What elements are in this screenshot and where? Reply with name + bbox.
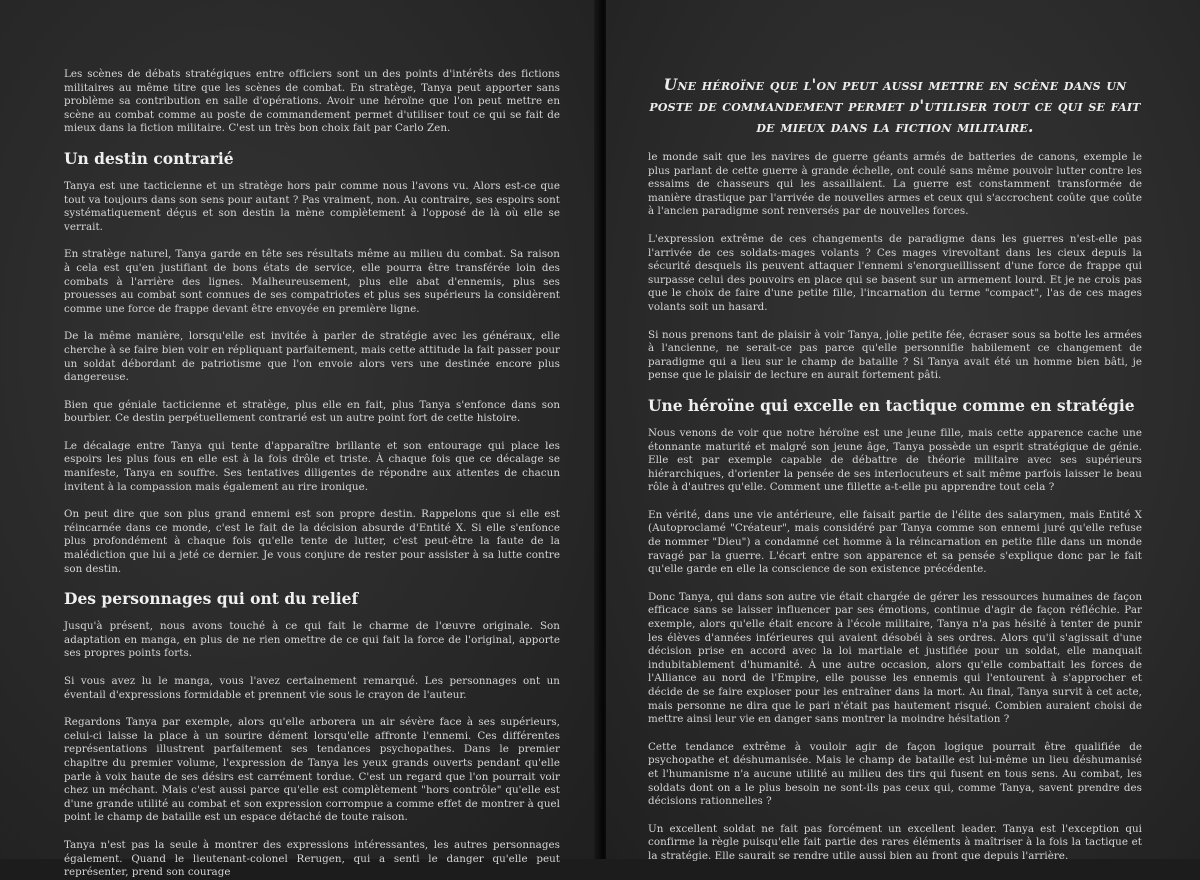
paragraph: Si nous prenons tant de plaisir à voir Tanya, jolie petite fée, écraser sous sa botte les armées à l'ancienne, ne serait-ce pas parce qu'elle personnifie habilement ce changement de paradigme qui a lieu sur le champ de bataille ? Si Tanya avait été un homme bien bâti, je pense que le plaisir de lecture en aurait fortement pâti. — [648, 328, 1142, 382]
paragraph: Regardons Tanya par exemple, alors qu'elle arborera un air sévère face à ses supérieurs, celui-ci laisse la place à un sourire dément lorsqu'elle affronte l'ennemi. Ces différentes représentations illustrent parfaitement ses tendances psychopathes. Dans le premier chapitre du premier volume, l'expression de Tanya les yeux grands ouverts pendant qu'elle parle à voix haute de ses désirs est carrément tordue. C'est un regard que l'on pourrait voir chez un méchant. Mais c'est aussi parce qu'elle est complètement "hors contrôle" qu'elle est d'une grande utilité au combat et son expression corrompue a comme effet de montrer à quel point le champ de bataille est un espace détaché de toute raison. — [64, 716, 560, 824]
paragraph: Si vous avez lu le manga, vous l'avez certainement remarqué. Les personnages ont un éventail d'expressions formidable et prennent vie sous le crayon de l'auteur. — [64, 675, 560, 701]
section-heading-destin: Un destin contrarié — [64, 148, 234, 168]
paragraph: Donc Tanya, qui dans son autre vie était chargée de gérer les ressources humaines de façon efficace sans se laisser influencer par ses émotions, continue d'agir de façon réfléchie. Par exemple, alors qu'elle était encore à l'école militaire, Tanya n'a pas hésité à tenter de punir les élèves d'années inférieures qui avaient désobéi à ses ordres. Alors qu'il s'agissait d'une décision prise en accord avec la loi martiale et justifiée pour un soldat, elle manquait indubitablement d'humanité. À une autre occasion, alors qu'elle combattait les forces de l'Alliance au nord de l'Empire, elle pousse les ennemis qui l'entourent à s'approcher et décide de se faire exploser pour les entraîner dans la mort. Au final, Tanya survit à cet acte, mais personne ne dira que le pari n'était pas hautement risqué. Combien auraient choisi de mettre ainsi leur vie en danger sans montrer la moindre hésitation ? — [648, 590, 1142, 726]
paragraph: En vérité, dans une vie antérieure, elle faisait partie de l'élite des salarymen, mais Entité X (Autoproclamé "Créateur", mais considéré par Tanya comme son ennemi juré qu'elle refuse de nommer "Dieu") a condamné cet homme à la réincarnation en petite fille dans un monde ravagé par la guerre. L'écart entre son apparence et sa pensée s'explique donc par le fait qu'elle garde en elle la conscience de son existence précédente. — [648, 508, 1142, 576]
paragraph: Tanya est une tacticienne et un stratège hors pair comme nous l'avons vu. Alors est-ce que tout va toujours dans son sens pour autant ? Pas vraiment, non. Au contraire, ses espoirs sont systématiquement déçus et son destin la mène complètement à l'opposé de là où elle se verrait. — [64, 179, 560, 233]
left-page — [0, 0, 600, 879]
paragraph: En stratège naturel, Tanya garde en tête ses résultats même au milieu du combat. Sa raison à cela est qu'en justifiant de bons états de service, elle pourra être transférée loin des combats à l'arrière des lignes. Malheureusement, plus elle abat d'ennemis, plus ses prouesses au combat sont connues de ses compatriotes et plus ses supérieurs la considèrent comme une force de frappe devant être envoyée en première ligne. — [64, 248, 560, 315]
paragraph: L'expression extrême de ces changements de paradigme dans les guerres n'est-elle pas l'arrivée de ces soldats-mages volants ? Ces mages virevoltant dans les cieux depuis la sécurité desquels ils peuvent attaquer l'ennemi s'enorgueillissent d'une force de frappe qui surpasse celui des pouvoirs en place qui se basent sur un armement lourd. Et je ne crois pas que le choix de faire d'une petite fille, l'incarnation du terme "compact", l'as de ces mages volants soit un hasard. — [648, 232, 1142, 313]
pull-quote: Une héroïne que l'on peut aussi mettre en scène dans un poste de commandement permet d'utiliser tout ce qui se fait de mieux dans la fiction militaire. — [649, 75, 1141, 136]
paragraph: Cette tendance extrême à vouloir agir de façon logique pourrait être qualifiée de psychopathe et déshumanisée. Mais le champ de bataille est lui-même un lieu déshumanisé et l'humanisme n'a aucune utilité au milieu des tirs qui fusent en tous sens. Au combat, les soldats dont on a le plus besoin ne sont-ils pas ceux qui, comme Tanya, savent prendre des décisions rationnelles ? — [648, 740, 1142, 808]
paragraph: On peut dire que son plus grand ennemi est son propre destin. Rappelons que si elle est réincarnée dans ce monde, c'est le fait de la décision absurde d'Entité X. Si elle s'enfonce plus profondément à chaque fois qu'elle tente de lutter, c'est peut-être la faute de la malédiction que lui a jeté ce dernier. Je vous conjure de rester pour assister à sa lutte contre son destin. — [64, 508, 560, 575]
paragraph: Un excellent soldat ne fait pas forcément un excellent leader. Tanya est l'exception qui confirme la règle puisqu'elle fait partie des rares éléments à maîtriser à la fois la tactique et la stratégie. Elle saurait se rendre utile aussi bien au front que depuis l'arrière. — [648, 822, 1142, 862]
paragraph: Tanya n'est pas la seule à montrer des expressions intéressantes, les autres personnages également. Quand le lieutenant-colonel Rerugen, qui a senti le danger qu'elle peut représenter, prend son courage — [64, 838, 560, 879]
right-page — [606, 0, 1200, 862]
paragraph: De la même manière, lorsqu'elle est invitée à parler de stratégie avec les généraux, elle cherche à se faire bien voir en répliquant parfaitement, mais cette attitude la fait passer pour un soldat débordant de patriotisme que l'on envoie alors vers une destinée encore plus dangereuse. — [64, 330, 560, 384]
paragraph: Bien que géniale tacticienne et stratège, plus elle en fait, plus Tanya s'enfonce dans son bourbier. Ce destin perpétuellement contrarié est un autre point fort de cette histoire. — [64, 398, 560, 425]
section-heading-heroine: Une héroïne qui excelle en tactique comme en stratégie — [648, 395, 1135, 415]
section-heading-personnages: Des personnages qui ont du relief — [64, 589, 359, 609]
paragraph: Jusqu'à présent, nous avons touché à ce qui fait le charme de l'œuvre originale. Son adaptation en manga, en plus de ne rien omettre de ce qui fait la force de l'original, apporte ses propres points forts. — [64, 620, 560, 660]
paragraph: Nous venons de voir que notre héroïne est une jeune fille, mais cette apparence cache une étonnante maturité et malgré son jeune âge, Tanya possède un esprit stratégique de génie. Elle est par exemple capable de débattre de théorie militaire avec ses supérieurs hiérarchiques, d'orienter la pensée de ses interlocuteurs et sait même parfois laisser le beau rôle à d'autres qu'elle. Comment une fillette a-t-elle pu apprendre tout cela ? — [648, 426, 1142, 494]
paragraph: Le décalage entre Tanya qui tente d'apparaître brillante et son entourage qui place les espoirs les plus fous en elle est à la fois drôle et triste. À chaque fois que ce décalage se manifeste, Tanya en souffre. Ses tentatives diligentes de répondre aux attentes de chacun invitent à la compassion mais également au rire ironique. — [64, 439, 560, 493]
paragraph: le monde sait que les navires de guerre géants armés de batteries de canons, exemple le plus parlant de cette guerre à grande échelle, ont coulé sans même pouvoir lutter contre les essaims de chasseurs qui les assaillaient. La guerre est constamment transformée de manière drastique par l'arrivée de nouvelles armes et ceux qui s'accrochent coûte que coûte à l'ancien paradigme sont renversés par de nouvelles forces. — [648, 151, 1142, 218]
intro-paragraph: Les scènes de débats stratégiques entre officiers sont un des points d'intérêts des fictions militaires au même titre que les scènes de combat. En stratège, Tanya peut apporter sans problème sa contribution en salle d'opérations. Avoir une héroïne que l'on peut mettre en scène au combat comme au poste de commandement permet d'utiliser tout ce qui se fait de mieux dans la fiction militaire. C'est un très bon choix fait par Carlo Zen. — [64, 68, 560, 135]
